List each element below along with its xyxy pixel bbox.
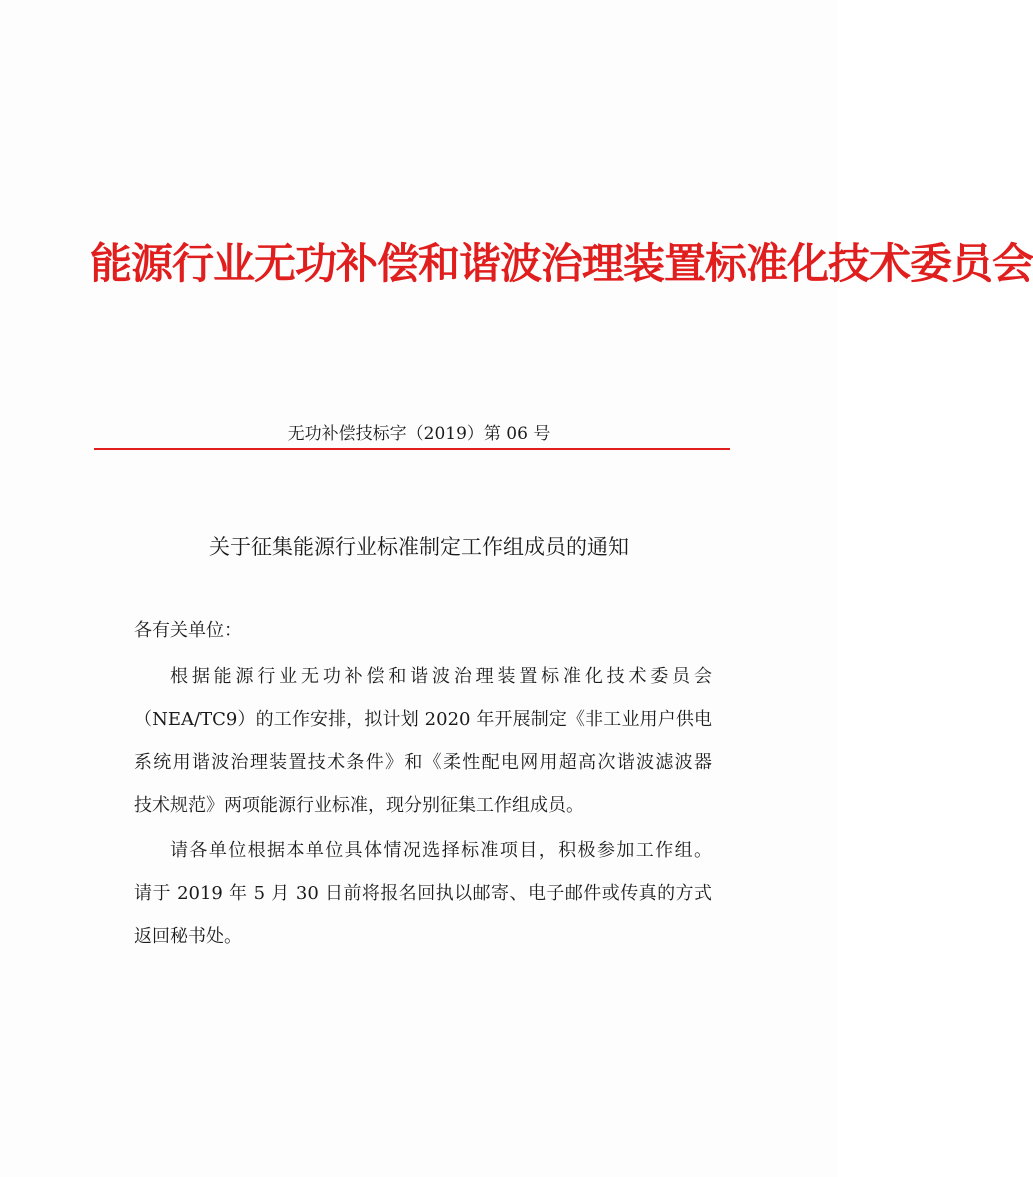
document-number: 无功补偿技标字（2019）第 06 号	[287, 424, 551, 444]
paragraph2-line-3: 返回秘书处。	[134, 926, 242, 947]
paragraph2-line-2: 请于 2019 年 5 月 30 日前将报名回执以邮寄、电子邮件或传真的方式	[134, 883, 712, 904]
paragraph1-line-4: 技术规范》两项能源行业标准，现分别征集工作组成员。	[134, 795, 584, 816]
paragraph2-line-1: 请各单位根据本单位具体情况选择标准项目，积极参加工作组。	[170, 840, 712, 861]
salutation: 各有关单位：	[134, 620, 242, 641]
red-divider-line	[94, 448, 730, 450]
paragraph1-line-3: 系统用谐波治理装置技术条件》和《柔性配电网用超高次谐波滤波器	[134, 752, 712, 773]
notice-title: 关于征集能源行业标准制定工作组成员的通知	[209, 535, 629, 559]
paragraph1-line-1: 根据能源行业无功补偿和谐波治理装置标准化技术委员会	[170, 666, 712, 687]
issuing-organization-header: 能源行业无功补偿和谐波治理装置标准化技术委员会	[90, 239, 1033, 288]
paragraph1-line-2: （NEA/TC9）的工作安排，拟计划 2020 年开展制定《非工业用户供电	[134, 709, 712, 730]
